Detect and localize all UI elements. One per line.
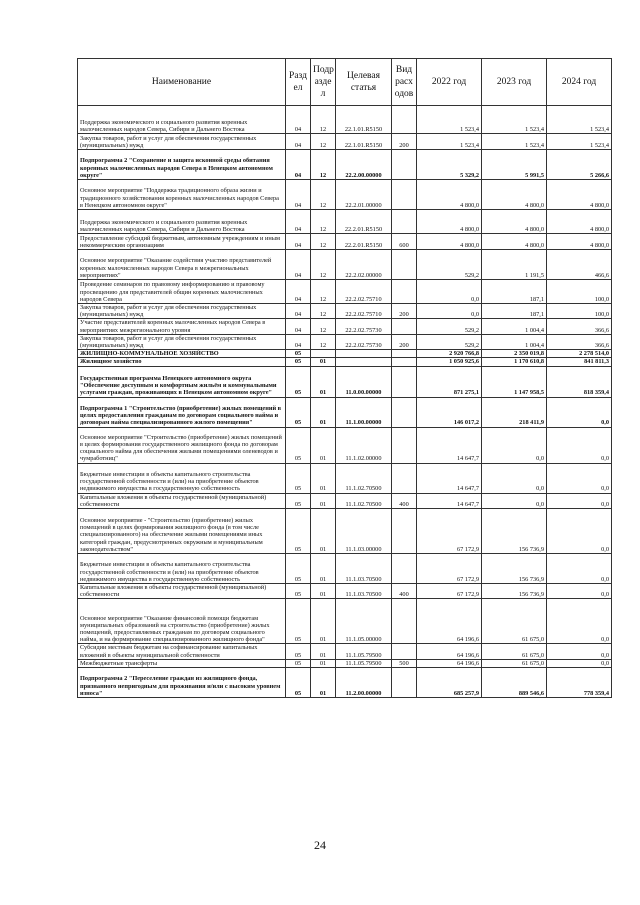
row-section: 05 xyxy=(286,493,311,508)
row-section: 05 xyxy=(286,554,311,584)
row-value-2022: 529,2 xyxy=(417,334,482,349)
row-subsection: 01 xyxy=(311,427,336,463)
row-section: 04 xyxy=(286,150,311,180)
row-name: Поддержка экономического и социального развития коренных малочисленных народов Севера, Сибири и Дальнего Востока xyxy=(78,106,286,134)
row-name: Поддержка экономического и социального развития коренных малочисленных народов Севера, Сибири и Дальнего Востока xyxy=(78,210,286,234)
row-value-2024: 0,0 xyxy=(547,509,612,554)
row-value-2022: 64 196,6 xyxy=(417,659,482,667)
row-value-2024: 0,0 xyxy=(547,493,612,508)
row-expense-type: 200 xyxy=(392,304,417,319)
row-value-2023: 4 800,0 xyxy=(482,234,547,250)
row-section: 05 xyxy=(286,366,311,397)
table-row xyxy=(78,250,612,280)
row-subsection: 12 xyxy=(311,180,336,210)
row-expense-type xyxy=(392,350,417,358)
table-row xyxy=(78,493,612,508)
row-value-2024: 0,0 xyxy=(547,599,612,644)
row-value-2022: 4 800,0 xyxy=(417,210,482,234)
row-value-2024: 2 278 514,0 xyxy=(547,350,612,358)
row-name: Подпрограмма 2 "Сохранение и защита исконной среды обитания коренных малочисленных народов Севера в Ненецком автономном округе" xyxy=(78,150,286,180)
row-target: 22.2.01.R5150 xyxy=(336,234,392,250)
row-section: 05 xyxy=(286,659,311,667)
row-section: 05 xyxy=(286,509,311,554)
budget-table xyxy=(77,58,612,698)
row-section: 05 xyxy=(286,463,311,493)
row-section: 05 xyxy=(286,397,311,427)
row-subsection: 01 xyxy=(311,644,336,659)
table-row xyxy=(78,366,612,397)
row-subsection: 01 xyxy=(311,599,336,644)
row-subsection: 01 xyxy=(311,668,336,698)
row-value-2024: 4 800,0 xyxy=(547,210,612,234)
row-subsection: 01 xyxy=(311,509,336,554)
table-row xyxy=(78,180,612,210)
table-row xyxy=(78,106,612,134)
row-expense-type xyxy=(392,210,417,234)
col-target: Целевая статья xyxy=(336,59,392,106)
table-row xyxy=(78,234,612,250)
row-subsection: 12 xyxy=(311,234,336,250)
row-expense-type xyxy=(392,463,417,493)
row-name: Подпрограмма 2 "Переселение граждан из жилищного фонда, признанного непригодным для проживания и/или с высоким уровнем износа" xyxy=(78,668,286,698)
row-value-2024: 0,0 xyxy=(547,659,612,667)
row-section: 04 xyxy=(286,319,311,334)
row-section: 05 xyxy=(286,599,311,644)
page-number: 24 xyxy=(314,838,326,852)
row-value-2023: 156 736,9 xyxy=(482,584,547,599)
row-subsection: 12 xyxy=(311,150,336,180)
row-section: 04 xyxy=(286,334,311,349)
row-value-2023: 1 523,4 xyxy=(482,134,547,150)
row-value-2022: 64 196,6 xyxy=(417,644,482,659)
row-value-2024: 4 800,0 xyxy=(547,234,612,250)
row-name: Субсидии местным бюджетам на софинансирование капитальных вложений в объекты муниципальной собственности xyxy=(78,644,286,659)
row-value-2022: 529,2 xyxy=(417,319,482,334)
row-value-2023: 4 800,0 xyxy=(482,180,547,210)
row-subsection: 12 xyxy=(311,304,336,319)
row-value-2024: 5 266,6 xyxy=(547,150,612,180)
table-row xyxy=(78,554,612,584)
row-value-2022: 0,0 xyxy=(417,304,482,319)
row-name: Основное мероприятие "Оказание содействия участию представителей коренных малочисленных народов Севера в межрегиональных мероприятиях" xyxy=(78,250,286,280)
row-name: Жилищное хозяйство xyxy=(78,358,286,366)
row-value-2022: 1 523,4 xyxy=(417,134,482,150)
row-target: 11.2.00.00000 xyxy=(336,668,392,698)
row-value-2024: 100,0 xyxy=(547,280,612,304)
row-name: Бюджетные инвестиции в объекты капитального строительства государственной собственности и (или) на приобретение объектов недвижимого имущества в государственную собственность xyxy=(78,463,286,493)
row-name: Капитальные вложения в объекты государственной (муниципальной) собственности xyxy=(78,493,286,508)
row-subsection: 12 xyxy=(311,280,336,304)
table-row xyxy=(78,659,612,667)
row-expense-type xyxy=(392,668,417,698)
row-section: 05 xyxy=(286,358,311,366)
row-value-2023: 889 546,6 xyxy=(482,668,547,698)
row-target: 11.0.00.00000 xyxy=(336,366,392,397)
row-expense-type xyxy=(392,644,417,659)
row-value-2022: 871 275,1 xyxy=(417,366,482,397)
table-row xyxy=(78,644,612,659)
table-row xyxy=(78,358,612,366)
row-subsection: 12 xyxy=(311,250,336,280)
row-value-2023: 0,0 xyxy=(482,427,547,463)
row-name: Государственная программа Ненецкого автономного округа "Обеспечение доступным и комфортным жильём и коммунальными услугами граждан, проживающих в Ненецком автономном округе" xyxy=(78,366,286,397)
row-value-2024: 0,0 xyxy=(547,463,612,493)
row-target: 22.1.01.R5150 xyxy=(336,106,392,134)
row-subsection: 01 xyxy=(311,584,336,599)
row-target: 22.2.01.R5150 xyxy=(336,210,392,234)
col-subsection: Подр азде л xyxy=(311,59,336,106)
table-row xyxy=(78,668,612,698)
row-value-2023: 5 991,5 xyxy=(482,150,547,180)
row-value-2024: 4 800,0 xyxy=(547,180,612,210)
row-value-2024: 0,0 xyxy=(547,397,612,427)
row-value-2024: 778 359,4 xyxy=(547,668,612,698)
row-section: 04 xyxy=(286,280,311,304)
row-value-2023: 156 736,9 xyxy=(482,554,547,584)
row-subsection: 01 xyxy=(311,463,336,493)
row-expense-type: 600 xyxy=(392,234,417,250)
row-name: Закупка товаров, работ и услуг для обеспечения государственных (муниципальных) нужд xyxy=(78,134,286,150)
row-name: Участие представителей коренных малочисленных народов Севера в мероприятиях межрегионального уровня xyxy=(78,319,286,334)
row-value-2023: 1 170 610,8 xyxy=(482,358,547,366)
row-value-2024: 0,0 xyxy=(547,554,612,584)
row-value-2024: 366,6 xyxy=(547,319,612,334)
row-target: 22.2.02.75710 xyxy=(336,304,392,319)
row-subsection: 12 xyxy=(311,106,336,134)
row-value-2023: 218 411,9 xyxy=(482,397,547,427)
row-expense-type xyxy=(392,427,417,463)
row-expense-type xyxy=(392,319,417,334)
table-row xyxy=(78,319,612,334)
row-expense-type xyxy=(392,366,417,397)
row-target: 11.1.00.00000 xyxy=(336,397,392,427)
row-section: 05 xyxy=(286,584,311,599)
row-value-2023: 187,1 xyxy=(482,280,547,304)
row-section: 04 xyxy=(286,106,311,134)
row-target: 22.1.01.R5150 xyxy=(336,134,392,150)
row-value-2022: 67 172,9 xyxy=(417,584,482,599)
row-target: 11.1.03.70500 xyxy=(336,584,392,599)
row-subsection: 01 xyxy=(311,397,336,427)
row-value-2023: 61 675,0 xyxy=(482,659,547,667)
table-row xyxy=(78,509,612,554)
table-row xyxy=(78,134,612,150)
row-section: 04 xyxy=(286,210,311,234)
row-value-2023: 1 004,4 xyxy=(482,319,547,334)
row-name: Проведение семинаров по правовому информированию и правовому просвещению для представителей общин коренных малочисленных народов Севера xyxy=(78,280,286,304)
row-target: 22.2.02.00000 xyxy=(336,250,392,280)
row-value-2022: 4 800,0 xyxy=(417,234,482,250)
row-expense-type xyxy=(392,280,417,304)
row-value-2024: 466,6 xyxy=(547,250,612,280)
row-value-2022: 146 017,2 xyxy=(417,397,482,427)
row-expense-type: 200 xyxy=(392,334,417,349)
row-expense-type xyxy=(392,250,417,280)
table-row xyxy=(78,150,612,180)
row-value-2022: 14 647,7 xyxy=(417,427,482,463)
row-section: 04 xyxy=(286,180,311,210)
row-name: Подпрограмма 1 "Строительство (приобретение) жилых помещений в целях предоставления гражданам по договорам социального найма и договорам найма специализированного жилого помещения" xyxy=(78,397,286,427)
row-subsection: 12 xyxy=(311,334,336,349)
row-name: Межбюджетные трансферты xyxy=(78,659,286,667)
row-section: 05 xyxy=(286,644,311,659)
row-subsection: 01 xyxy=(311,659,336,667)
row-target: 11.1.05.79500 xyxy=(336,644,392,659)
row-value-2023: 187,1 xyxy=(482,304,547,319)
row-subsection: 01 xyxy=(311,493,336,508)
row-expense-type xyxy=(392,509,417,554)
row-name: Основное мероприятие "Строительство (приобретение) жилых помещений в целях формирования государственного жилищного фонда по договорам социального найма для обеспечения жилыми помещениями оленеводов и чумработниц" xyxy=(78,427,286,463)
col-2022: 2022 год xyxy=(417,59,482,106)
row-section: 04 xyxy=(286,234,311,250)
row-value-2024: 366,6 xyxy=(547,334,612,349)
row-value-2022: 2 920 766,8 xyxy=(417,350,482,358)
row-target: 22.2.02.75730 xyxy=(336,334,392,349)
row-section: 04 xyxy=(286,250,311,280)
row-name: Основное мероприятие "Поддержка традиционного образа жизни и традиционного хозяйствования коренных малочисленных народов Севера в Ненецком автономном округе" xyxy=(78,180,286,210)
row-value-2022: 529,2 xyxy=(417,250,482,280)
table-row xyxy=(78,280,612,304)
col-expense-type: Вид расх одов xyxy=(392,59,417,106)
row-value-2023: 0,0 xyxy=(482,463,547,493)
row-value-2024: 0,0 xyxy=(547,427,612,463)
row-target: 11.1.03.70500 xyxy=(336,554,392,584)
table-row xyxy=(78,397,612,427)
row-section: 05 xyxy=(286,668,311,698)
row-section: 04 xyxy=(286,134,311,150)
row-value-2023: 1 004,4 xyxy=(482,334,547,349)
row-subsection: 01 xyxy=(311,366,336,397)
col-section: Разд ел xyxy=(286,59,311,106)
row-value-2023: 1 191,5 xyxy=(482,250,547,280)
table-header xyxy=(78,59,612,106)
row-target xyxy=(336,350,392,358)
row-value-2023: 1 147 958,5 xyxy=(482,366,547,397)
row-target: 11.1.02.00000 xyxy=(336,427,392,463)
row-expense-type: 200 xyxy=(392,134,417,150)
row-value-2024: 841 811,3 xyxy=(547,358,612,366)
row-target: 22.2.02.75730 xyxy=(336,319,392,334)
table-row xyxy=(78,304,612,319)
row-target: 22.2.02.75710 xyxy=(336,280,392,304)
row-value-2022: 1 050 925,6 xyxy=(417,358,482,366)
row-value-2024: 1 523,4 xyxy=(547,106,612,134)
row-expense-type xyxy=(392,106,417,134)
row-name: Бюджетные инвестиции в объекты капитального строительства государственной собственности и (или) на приобретение объектов недвижимого имущества в государственную собственность xyxy=(78,554,286,584)
row-target: 11.1.02.70500 xyxy=(336,493,392,508)
row-value-2022: 0,0 xyxy=(417,280,482,304)
row-value-2024: 100,0 xyxy=(547,304,612,319)
row-subsection: 12 xyxy=(311,319,336,334)
row-expense-type xyxy=(392,180,417,210)
row-expense-type xyxy=(392,397,417,427)
row-name: Предоставление субсидий бюджетным, автономным учреждениям и иным некоммерческим организациям xyxy=(78,234,286,250)
row-target: 22.2.00.00000 xyxy=(336,150,392,180)
row-value-2022: 685 257,9 xyxy=(417,668,482,698)
row-name: Основное мероприятие - "Строительство (приобретение) жилых помещений в целях формирования жилищного фонда (в том числе специализированного) на обеспечение жилыми помещениями иных категорий граждан, предусмотренных окружным и муниципальным законодательством" xyxy=(78,509,286,554)
table-row xyxy=(78,334,612,349)
table-row xyxy=(78,599,612,644)
row-section: 04 xyxy=(286,304,311,319)
row-value-2022: 14 647,7 xyxy=(417,463,482,493)
row-target xyxy=(336,358,392,366)
row-value-2022: 64 196,6 xyxy=(417,599,482,644)
row-subsection: 01 xyxy=(311,358,336,366)
row-value-2022: 1 523,4 xyxy=(417,106,482,134)
row-expense-type: 400 xyxy=(392,493,417,508)
table-row xyxy=(78,350,612,358)
row-value-2022: 14 647,7 xyxy=(417,493,482,508)
row-value-2023: 156 736,9 xyxy=(482,509,547,554)
row-name: Капитальные вложения в объекты государственной (муниципальной) собственности xyxy=(78,584,286,599)
row-value-2023: 1 523,4 xyxy=(482,106,547,134)
row-section: 05 xyxy=(286,427,311,463)
row-value-2023: 61 675,0 xyxy=(482,599,547,644)
row-expense-type xyxy=(392,599,417,644)
row-subsection: 12 xyxy=(311,210,336,234)
row-target: 11.1.02.70500 xyxy=(336,463,392,493)
table-row xyxy=(78,427,612,463)
row-expense-type xyxy=(392,554,417,584)
row-subsection: 12 xyxy=(311,134,336,150)
row-value-2022: 4 800,0 xyxy=(417,180,482,210)
row-target: 22.2.01.00000 xyxy=(336,180,392,210)
row-expense-type xyxy=(392,358,417,366)
row-name: ЖИЛИЩНО-КОММУНАЛЬНОЕ ХОЗЯЙСТВО xyxy=(78,350,286,358)
row-name: Закупка товаров, работ и услуг для обеспечения государственных (муниципальных) нужд xyxy=(78,304,286,319)
row-value-2022: 5 329,2 xyxy=(417,150,482,180)
row-value-2023: 0,0 xyxy=(482,493,547,508)
row-value-2024: 818 359,4 xyxy=(547,366,612,397)
row-value-2024: 0,0 xyxy=(547,584,612,599)
table-row xyxy=(78,210,612,234)
row-expense-type xyxy=(392,150,417,180)
row-expense-type: 400 xyxy=(392,584,417,599)
col-name: Наименование xyxy=(78,59,286,106)
table-row xyxy=(78,463,612,493)
row-value-2023: 2 350 019,8 xyxy=(482,350,547,358)
row-name: Закупка товаров, работ и услуг для обеспечения государственных (муниципальных) нужд xyxy=(78,334,286,349)
row-value-2024: 1 523,4 xyxy=(547,134,612,150)
col-2024: 2024 год xyxy=(547,59,612,106)
row-expense-type: 500 xyxy=(392,659,417,667)
row-subsection: 01 xyxy=(311,554,336,584)
row-section: 05 xyxy=(286,350,311,358)
row-name: Основное мероприятие "Оказание финансовой помощи бюджетам муниципальных образований на строительство (приобретение) жилых помещений, предоставляемых гражданам по договорам социального найма, и на формирование специализированного жилищного фонда" xyxy=(78,599,286,644)
row-subsection xyxy=(311,350,336,358)
col-2023: 2023 год xyxy=(482,59,547,106)
row-value-2022: 67 172,9 xyxy=(417,554,482,584)
row-target: 11.1.05.00000 xyxy=(336,599,392,644)
row-target: 11.1.03.00000 xyxy=(336,509,392,554)
table-row xyxy=(78,584,612,599)
row-target: 11.1.05.79500 xyxy=(336,659,392,667)
row-value-2023: 61 675,0 xyxy=(482,644,547,659)
row-value-2024: 0,0 xyxy=(547,644,612,659)
row-value-2023: 4 800,0 xyxy=(482,210,547,234)
row-value-2022: 67 172,9 xyxy=(417,509,482,554)
